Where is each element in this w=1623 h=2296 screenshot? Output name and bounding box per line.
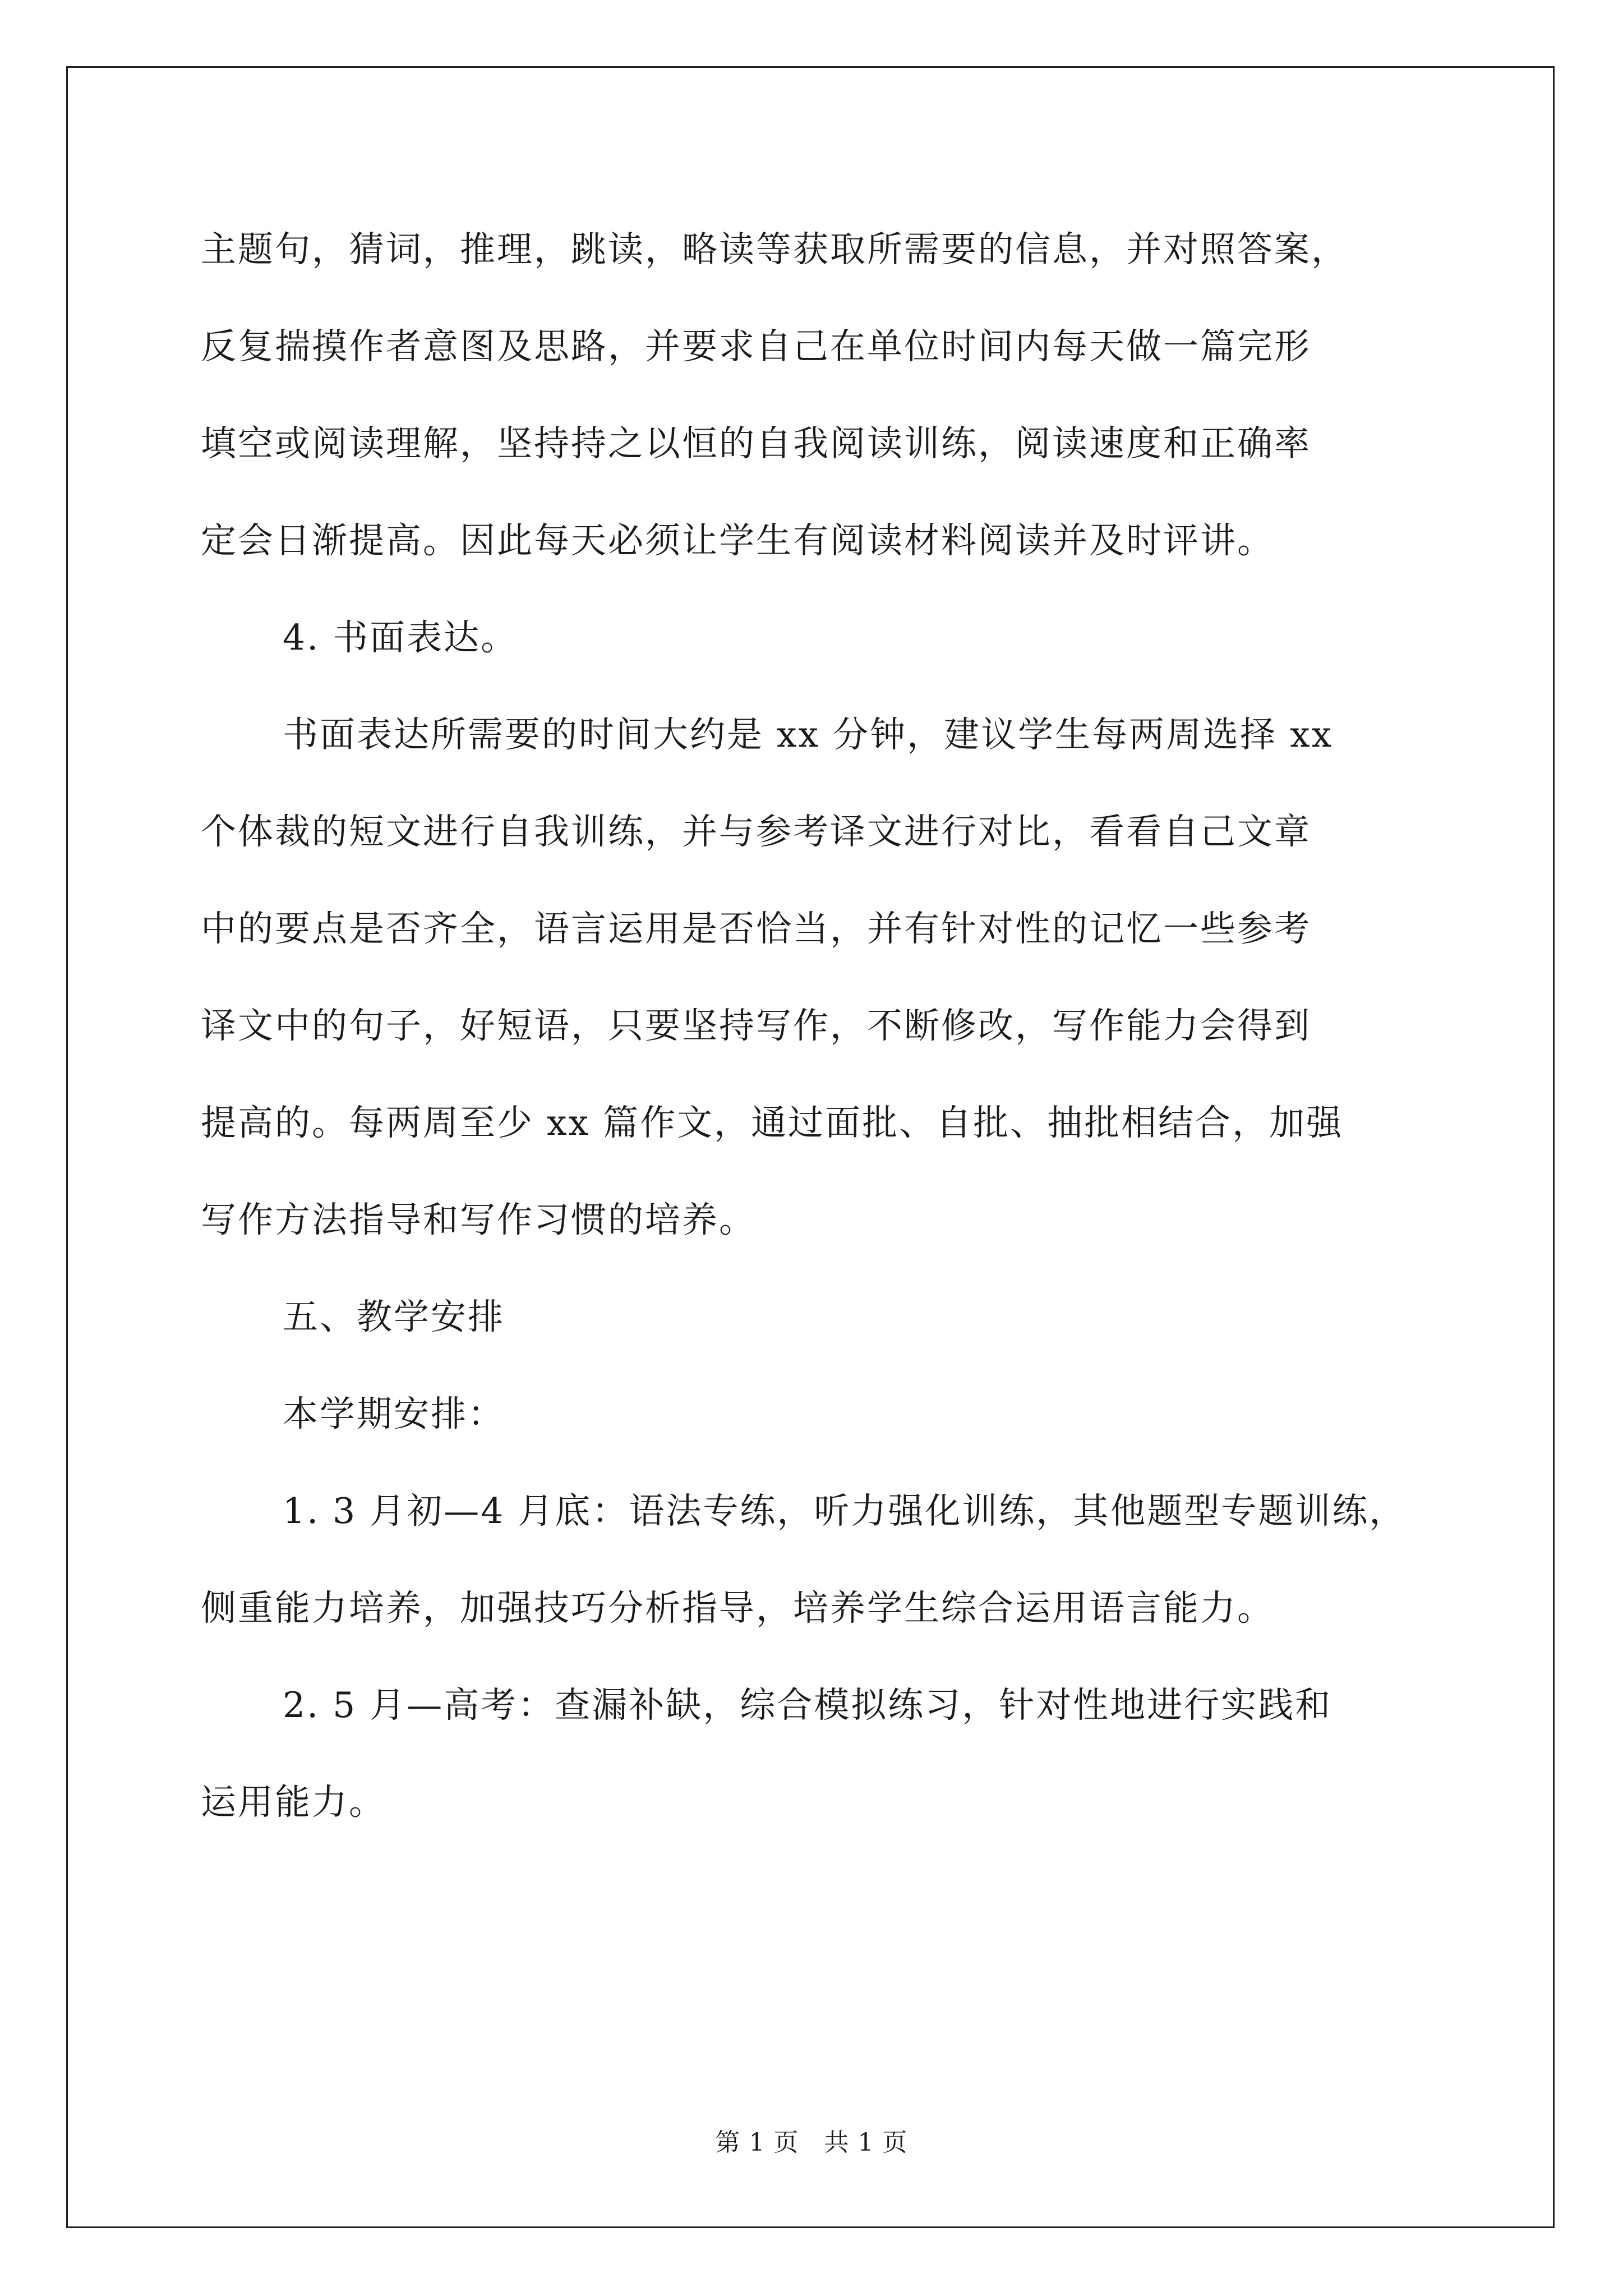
list-item: 2. 5 月—高考：查漏补缺，综合模拟练习，针对性地进行实践和 bbox=[283, 1685, 1332, 1726]
text-line: 填空或阅读理解，坚持持之以恒的自我阅读训练，阅读速度和正确率 bbox=[201, 423, 1311, 464]
text-line: 写作方法指导和写作习惯的培养。 bbox=[201, 1199, 756, 1240]
text-line: 主题句，猜词，推理，跳读，略读等获取所需要的信息，并对照答案， bbox=[201, 229, 1348, 270]
text-line: 反复揣摸作者意图及思路，并要求自己在单位时间内每天做一篇完形 bbox=[201, 326, 1311, 367]
list-item: 1. 3 月初—4 月底：语法专练，听力强化训练，其他题型专题训练， bbox=[283, 1490, 1407, 1531]
section-heading: 五、教学安排 bbox=[283, 1296, 505, 1337]
text-line: 个体裁的短文进行自我训练，并与参考译文进行对比，看看自己文章 bbox=[201, 811, 1311, 852]
text-line: 侧重能力培养，加强技巧分析指导，培养学生综合运用语言能力。 bbox=[201, 1588, 1274, 1628]
text-line: 定会日渐提高。因此每天必须让学生有阅读材料阅读并及时评讲。 bbox=[201, 520, 1274, 561]
text-line: 运用能力。 bbox=[201, 1782, 386, 1823]
paragraph-start: 书面表达所需要的时间大约是 xx 分钟，建议学生每两周选择 xx bbox=[283, 714, 1334, 755]
text-line: 译文中的句子，好短语，只要坚持写作，不断修改，写作能力会得到 bbox=[201, 1005, 1311, 1046]
section-heading: 4. 书面表达。 bbox=[283, 617, 518, 658]
page-footer: 第 1 页 共 1 页 bbox=[715, 2128, 908, 2157]
page-border bbox=[66, 66, 1555, 2228]
text-line: 中的要点是否齐全，语言运用是否恰当，并有针对性的记忆一些参考 bbox=[201, 908, 1311, 949]
paragraph-start: 本学期安排： bbox=[283, 1393, 505, 1434]
text-line: 提高的。每两周至少 xx 篇作文，通过面批、自批、抽批相结合，加强 bbox=[201, 1102, 1344, 1143]
